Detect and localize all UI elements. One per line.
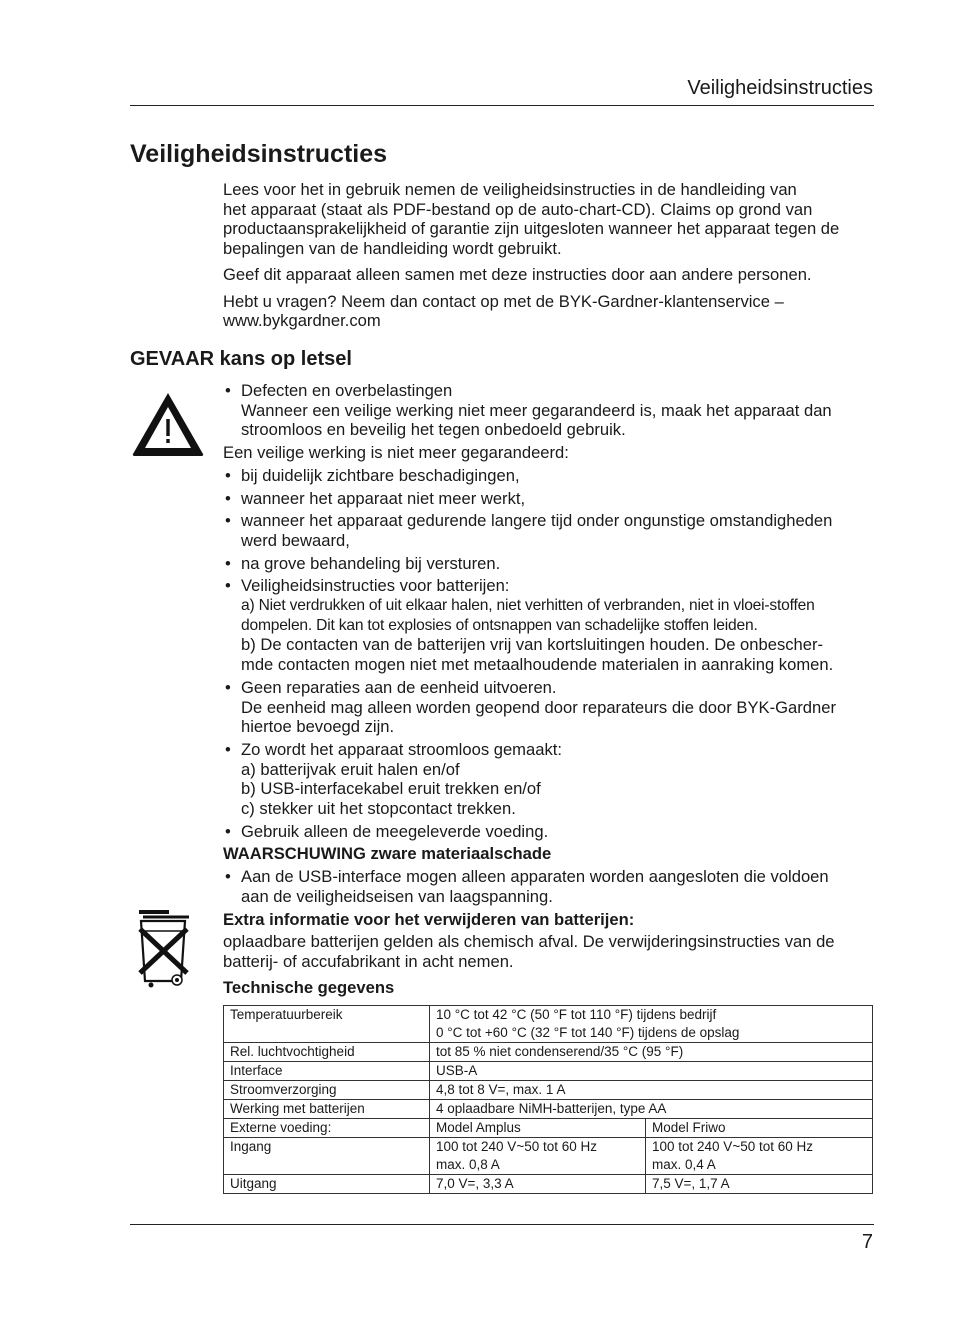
defects-line: stroomloos en beveilig het tegen onbedoeld gebruik.	[241, 420, 626, 440]
condition-line: • wanneer het apparaat gedurende langere tijd onder ongunstige omstandigheden	[241, 511, 833, 531]
page-title: Veiligheidsinstructies	[130, 140, 388, 168]
battery-safety-line: dompelen. Dit kan tot explosies of ontsnappen van schadelijke stoffen leiden.	[241, 616, 758, 634]
power-off-title: • Zo wordt het apparaat stroomloos gemaakt:	[241, 739, 562, 759]
handover-paragraph: Geef dit apparaat alleen samen met deze instructies door aan andere personen.	[223, 265, 812, 285]
intro-paragraph	[223, 180, 883, 259]
list-item	[223, 576, 883, 675]
header-rule	[130, 105, 874, 106]
spec-value: 4,8 tot 8 V=, max. 1 A	[430, 1081, 873, 1100]
spec-label: Werking met batterijen	[224, 1100, 430, 1119]
table-row	[224, 1081, 873, 1100]
spec-value: 4 oplaadbare NiMH-batterijen, type AA	[430, 1100, 873, 1119]
spec-value	[430, 1006, 873, 1043]
list-item	[223, 466, 883, 486]
disposal-heading: Extra informatie voor het verwijderen van batterijen:	[223, 909, 635, 929]
spec-label: Temperatuurbereik	[224, 1006, 430, 1043]
contact-paragraph	[223, 292, 883, 331]
defects-line: Wanneer een veilige werking niet meer gegarandeerd is, maak het apparaat dan	[241, 400, 832, 420]
list-item	[223, 740, 883, 819]
intro-line: bepalingen van de handleiding wordt gebruikt.	[223, 239, 562, 259]
spec-value-line: 0 °C tot +60 °C (32 °F tot 140 °F) tijdens de opslag	[436, 1025, 740, 1040]
danger-heading: GEVAAR kans op letsel	[130, 348, 352, 370]
condition-line: werd bewaard,	[241, 530, 350, 550]
table-row	[224, 1062, 873, 1081]
spec-value: USB-A	[430, 1062, 873, 1081]
specs-heading: Technische gegevens	[223, 977, 395, 997]
table-row	[224, 1100, 873, 1119]
spec-value-line: 100 tot 240 V~50 tot 60 Hz	[652, 1139, 813, 1154]
repair-line: De eenheid mag alleen worden geopend door reparateurs die door BYK-Gardner	[241, 697, 836, 717]
battery-safety-line: mde contacten mogen niet met metaalhoudende materialen in aanraking komen.	[241, 655, 834, 675]
condition-line: • wanneer het apparaat niet meer werkt,	[241, 488, 526, 508]
spec-value: 7,0 V=, 3,3 A	[430, 1175, 646, 1194]
spec-value: Model Friwo	[646, 1119, 873, 1138]
intro-line: Lees voor het in gebruik nemen de veiligheidsinstructies in de handleiding van	[223, 180, 797, 199]
supply-line: • Gebruik alleen de meegeleverde voeding.	[241, 821, 549, 841]
repair-line: hiertoe bevoegd zijn.	[241, 717, 395, 737]
table-row	[224, 1175, 873, 1194]
repair-title: • Geen reparaties aan de eenheid uitvoeren.	[241, 677, 557, 697]
disposal-line: oplaadbare batterijen gelden als chemisch afval. De verwijderingsinstructies van de	[223, 932, 835, 952]
list-item	[223, 678, 883, 737]
warning-triangle-icon	[130, 390, 206, 458]
intro-line: het apparaat (staat als PDF-bestand op de auto-chart-CD). Claims op grond van	[223, 199, 813, 219]
intro-section	[223, 180, 883, 337]
table-row	[224, 1043, 873, 1062]
intro-line: productaansprakelijkheid of garantie zijn uitgesloten wanneer het apparaat tegen de	[223, 219, 840, 239]
list-item	[223, 867, 883, 906]
list-item	[223, 381, 883, 440]
table-row	[224, 1119, 873, 1138]
crossed-out-bin-icon	[133, 909, 195, 989]
danger-section	[223, 381, 883, 997]
power-off-line: c) stekker uit het stopcontact trekken.	[241, 799, 516, 819]
spec-value-line: 100 tot 240 V~50 tot 60 Hz	[436, 1139, 597, 1154]
spec-value-line: max. 0,8 A	[436, 1157, 500, 1172]
running-header: Veiligheidsinstructies	[687, 77, 873, 99]
footer-rule	[130, 1224, 874, 1225]
warning-heading: WAARSCHUWING zware materiaalschade	[223, 844, 552, 864]
not-guaranteed-text: Een veilige werking is niet meer gegarandeerd:	[223, 443, 569, 463]
disposal-line: batterij- of accufabrikant in acht nemen.	[223, 951, 514, 971]
spec-value: tot 85 % niet condenserend/35 °C (95 °F)	[430, 1043, 873, 1062]
list-item	[223, 822, 883, 842]
warning-line: • Aan de USB-interface mogen alleen apparaten worden aangesloten die voldoen	[241, 867, 829, 887]
spec-label: Uitgang	[224, 1175, 430, 1194]
spec-value-line: 10 °C tot 42 °C (50 °F tot 110 °F) tijdens bedrijf	[436, 1007, 717, 1022]
battery-safety-line: a) Niet verdrukken of uit elkaar halen, niet verhitten of verbranden, niet in vloei-stoffen	[241, 597, 815, 615]
battery-safety-line: b) De contacten van de batterijen vrij van kortsluitingen houden. De onbescher-	[241, 635, 824, 655]
contact-url: www.bykgardner.com	[223, 311, 381, 331]
spec-value-line: max. 0,4 A	[652, 1157, 716, 1172]
power-off-line: a) batterijvak eruit halen en/of	[241, 759, 460, 779]
spec-label: Ingang	[224, 1138, 430, 1175]
warning-line: aan de veiligheidseisen van laagspanning.	[241, 886, 553, 906]
disposal-text	[223, 932, 883, 971]
spec-label: Rel. luchtvochtigheid	[224, 1043, 430, 1062]
page-number: 7	[861, 1231, 873, 1253]
power-off-line: b) USB-interfacekabel eruit trekken en/of	[241, 779, 541, 799]
contact-line: Hebt u vragen? Neem dan contact op met de BYK-Gardner-klantenservice –	[223, 291, 784, 311]
spec-value: Model Amplus	[430, 1119, 646, 1138]
spec-label: Stroomverzorging	[224, 1081, 430, 1100]
spec-label: Externe voeding:	[224, 1119, 430, 1138]
defects-title: • Defecten en overbelastingen	[241, 381, 453, 400]
condition-line: • bij duidelijk zichtbare beschadigingen,	[241, 465, 520, 485]
spec-value	[646, 1138, 873, 1175]
list-item	[223, 511, 883, 550]
condition-line: • na grove behandeling bij versturen.	[241, 553, 501, 573]
technical-specs-table	[223, 1005, 873, 1194]
list-item	[223, 554, 883, 574]
table-row	[224, 1138, 873, 1175]
spec-value	[430, 1138, 646, 1175]
list-item	[223, 489, 883, 509]
spec-label: Interface	[224, 1062, 430, 1081]
table-row	[224, 1006, 873, 1043]
spec-value: 7,5 V=, 1,7 A	[646, 1175, 873, 1194]
battery-safety-title: • Veiligheidsinstructies voor batterijen:	[241, 576, 510, 596]
